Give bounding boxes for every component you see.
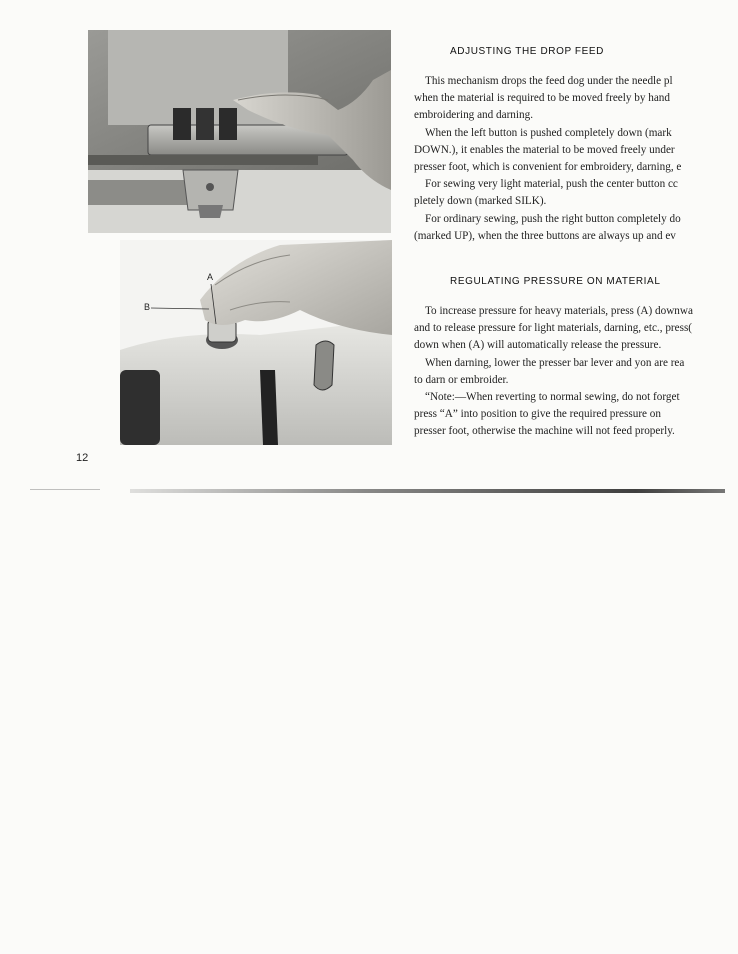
- paragraph-line: DOWN.), it enables the material to be moved freely under: [414, 143, 675, 156]
- paragraph-line: presser foot, otherwise the machine will not feed properly.: [414, 425, 675, 438]
- paragraph-line: press “A” into position to give the required pressure on: [414, 408, 661, 421]
- paragraph-line: embroidering and darning.: [414, 109, 533, 122]
- drop-feed-illustration: [88, 30, 391, 233]
- page-number: 12: [76, 452, 89, 464]
- pressure-text: [414, 303, 738, 441]
- paragraph-line: (marked UP), when the three buttons are always up and ev: [414, 229, 676, 242]
- paragraph-line: “Note:—When reverting to normal sewing, do not forget: [425, 391, 680, 404]
- drop-feed-photo: [88, 30, 391, 233]
- section-heading-pressure: REGULATING PRESSURE ON MATERIAL: [450, 276, 661, 287]
- paragraph-line: and to release pressure for light materials, darning, etc., press(: [414, 322, 693, 335]
- callout-a-label: A: [207, 272, 214, 282]
- scan-edge-line-left: [30, 489, 100, 490]
- paragraph-line: To increase pressure for heavy materials, press (A) downwa: [425, 305, 693, 317]
- paragraph-line: For sewing very light material, push the center button cc: [425, 178, 678, 191]
- paragraph-line: when the material is required to be moved freely by hand: [414, 92, 670, 105]
- pressure-regulator-photo: [120, 240, 392, 445]
- callout-a-leader: [210, 284, 218, 326]
- section-heading-drop-feed: ADJUSTING THE DROP FEED: [450, 46, 605, 57]
- drop-feed-text: [414, 73, 738, 245]
- paragraph-line: down when (A) will automatically release the pressure.: [414, 339, 662, 352]
- paragraph-line: to darn or embroider.: [414, 373, 509, 386]
- paragraph-line: When darning, lower the presser bar lever and yon are rea: [425, 356, 685, 369]
- paragraph-line: When the left button is pushed completely down (mark: [425, 126, 672, 139]
- callout-b-leader: [151, 305, 211, 313]
- scan-edge-line: [130, 489, 725, 493]
- pressure-regulator-illustration: [120, 240, 392, 445]
- callout-b-label: B: [144, 302, 151, 312]
- paragraph-line: pletely down (marked SILK).: [414, 195, 547, 208]
- paragraph-line: presser foot, which is convenient for embroidery, darning, e: [414, 161, 682, 174]
- paragraph-line: For ordinary sewing, push the right button completely do: [425, 212, 681, 225]
- paragraph-line: This mechanism drops the feed dog under the needle pl: [425, 75, 673, 87]
